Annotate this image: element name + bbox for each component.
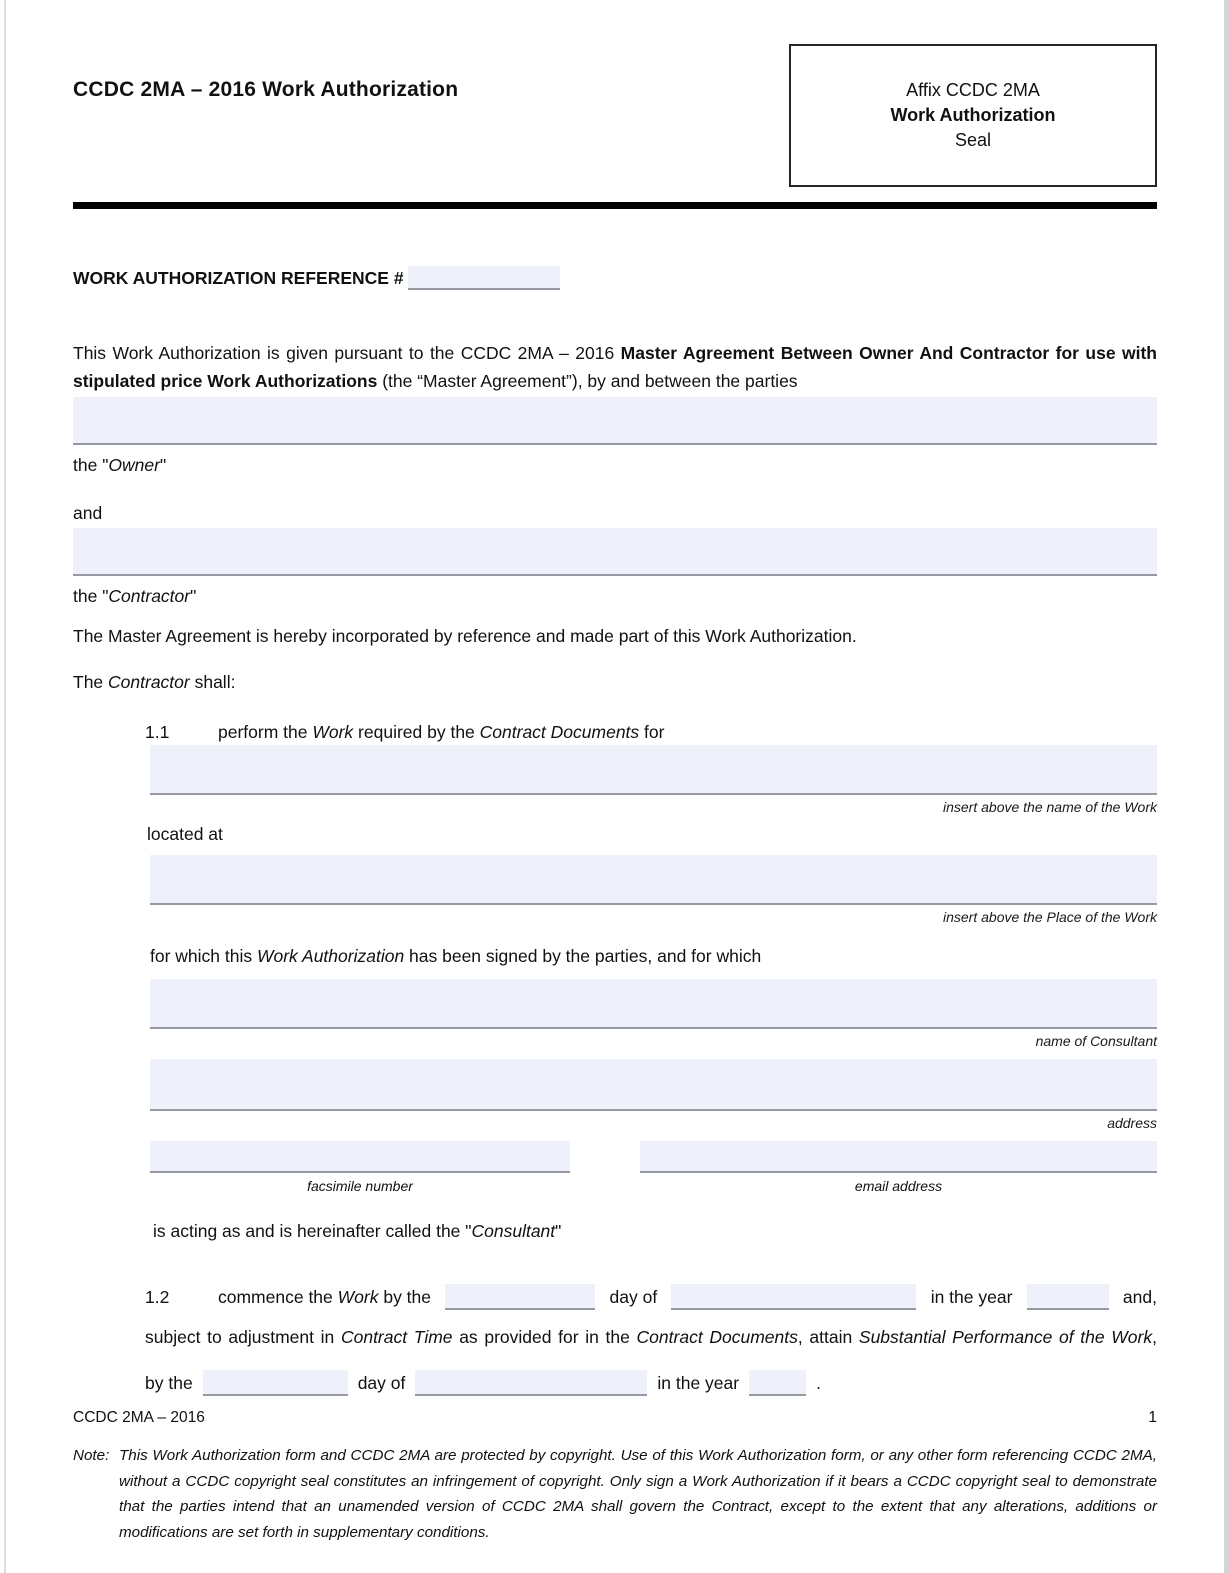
intro-text-1: This Work Authorization is given pursuant to the CCDC 2MA – 2016	[73, 343, 621, 363]
c12l3-period-text: .	[816, 1373, 821, 1393]
work-place-input[interactable]	[150, 855, 1157, 905]
seal-box	[789, 44, 1157, 187]
page-edge-left	[4, 0, 6, 1573]
consultant-address-caption: address	[1107, 1115, 1157, 1131]
owner-label-term: Owner	[108, 455, 160, 475]
facsimile-number-input[interactable]	[150, 1141, 570, 1173]
acting-t1: is acting as and is hereinafter called the "	[153, 1221, 472, 1241]
reference-label: WORK AUTHORIZATION REFERENCE #	[73, 268, 404, 288]
footer-page-number: 1	[1148, 1409, 1157, 1426]
c12l2-t1: subject to adjustment in	[145, 1327, 341, 1347]
c12-dayof-text: day of	[609, 1287, 658, 1307]
c12l2-t3: , attain	[797, 1327, 859, 1347]
c12-year-text: in the year	[930, 1287, 1013, 1307]
commence-year-input[interactable]	[1027, 1284, 1109, 1310]
clause-1-1-head	[145, 719, 1157, 745]
incorporation-sentence: The Master Agreement is hereby incorporated by reference and made part of this Work Authorization.	[73, 626, 857, 646]
clause-1-2-line-3	[145, 1370, 1157, 1396]
intro-text-bold: Master Agreement Between Owner And Contractor for use with stipulated price Work Authorizations	[73, 343, 1157, 391]
seal-line-1: Affix CCDC 2MA	[906, 80, 1040, 100]
contractor-label-suffix: "	[190, 586, 197, 606]
forwhich-t1: for which this	[150, 946, 257, 966]
email-address-input[interactable]	[640, 1141, 1157, 1173]
c12-and-text: and,	[1122, 1287, 1157, 1307]
note-text: This Work Authorization form and CCDC 2MA are protected by copyright. Use of this Work Authorization form, or any other form referencing CCDC 2MA, without a CCDC copyright seal constitutes an infringement of copyright. Only sign a Work Authorization if it bears a CCDC copyright seal to demonstrate that the parties intend that an unamended version of CCDC 2MA shall govern the Contract, except to the extent that any alterations, additions or modifications are set forth in supplementary conditions.	[119, 1447, 1157, 1541]
work-name-input[interactable]	[150, 745, 1157, 795]
consultant-address-input[interactable]	[150, 1059, 1157, 1111]
note-label: Note:	[73, 1447, 110, 1464]
consultant-name-input[interactable]	[150, 979, 1157, 1029]
acting-as-sentence	[153, 1218, 1157, 1244]
seal-line-2: Work Authorization	[890, 105, 1056, 125]
substantial-day-input[interactable]	[203, 1370, 348, 1396]
for-which-sentence	[150, 943, 1157, 969]
c12l3-bythe-text: by the	[145, 1373, 193, 1393]
work-name-caption: insert above the name of the Work	[943, 799, 1157, 815]
clause-1-2-line-1	[145, 1284, 1157, 1310]
forwhich-t2: has been signed by the parties, and for which	[404, 946, 762, 966]
email-column	[640, 1141, 1157, 1196]
copyright-note	[73, 1443, 1157, 1545]
footer-document-id: CCDC 2MA – 2016	[73, 1409, 205, 1426]
page-title: CCDC 2MA – 2016 Work Authorization	[73, 78, 459, 101]
c11-t1: perform the	[218, 722, 313, 742]
c12l3-dayof-text: day of	[357, 1373, 406, 1393]
work-place-caption: insert above the Place of the Work	[943, 909, 1157, 925]
facsimile-caption: facsimile number	[307, 1178, 413, 1194]
and-label: and	[73, 503, 103, 523]
owner-label	[73, 452, 1157, 478]
c12-commence-text	[218, 1284, 431, 1310]
header-rule	[73, 202, 1157, 209]
substantial-month-input[interactable]	[415, 1370, 647, 1396]
c12l3-year-text: in the year	[657, 1373, 740, 1393]
commence-month-input[interactable]	[671, 1284, 916, 1310]
clause-1-2-line-2	[145, 1324, 1157, 1350]
intro-paragraph	[73, 339, 1157, 395]
c12l2-i3: Substantial Performance of the Work	[858, 1327, 1153, 1347]
c12-t2: by the	[378, 1287, 432, 1307]
c12-i1: Work	[337, 1287, 379, 1307]
contractor-label	[73, 583, 1157, 609]
owner-label-suffix: "	[159, 455, 167, 475]
clause-1-1-text	[218, 719, 664, 745]
fax-email-row	[150, 1141, 1157, 1196]
commence-day-input[interactable]	[445, 1284, 595, 1310]
page-edge-right	[1224, 0, 1229, 1573]
email-caption: email address	[854, 1178, 943, 1194]
clause-1-1-number: 1.1	[145, 722, 170, 742]
acting-t2: "	[555, 1221, 562, 1241]
owner-name-input[interactable]	[73, 397, 1157, 445]
located-at-label: located at	[147, 824, 223, 844]
c11-t3: for	[639, 722, 665, 742]
contractor-label-prefix: the "	[73, 586, 109, 606]
shall-text-2: shall:	[189, 672, 236, 692]
clause-1-2-line-1-body	[218, 1284, 1157, 1310]
page-footer	[73, 1408, 1157, 1427]
owner-label-prefix: the "	[73, 455, 109, 475]
clause-1-1	[145, 719, 1157, 1244]
c12l2-i2: Contract Documents	[636, 1327, 798, 1347]
header	[73, 0, 1157, 187]
forwhich-i1: Work Authorization	[256, 946, 405, 966]
consultant-name-caption: name of Consultant	[1035, 1033, 1157, 1049]
c11-i1: Work	[312, 722, 354, 742]
c12l2-t4: ,	[1152, 1327, 1157, 1347]
clause-1-2	[145, 1284, 1157, 1396]
shall-term: Contractor	[108, 672, 190, 692]
fax-column	[150, 1141, 570, 1196]
contractor-label-term: Contractor	[108, 586, 191, 606]
contractor-shall-sentence	[73, 669, 1157, 695]
reference-input[interactable]	[408, 266, 560, 290]
contractor-name-input[interactable]	[73, 528, 1157, 576]
reference-line	[73, 265, 1157, 291]
acting-i1: Consultant	[471, 1221, 556, 1241]
c12l2-t2: as provided for in the	[452, 1327, 637, 1347]
seal-line-3: Seal	[954, 130, 992, 150]
shall-text-1: The	[73, 672, 109, 692]
substantial-year-input[interactable]	[749, 1370, 806, 1396]
c12-t1: commence the	[218, 1287, 338, 1307]
intro-text-2: (the “Master Agreement”), by and between the parties	[377, 371, 798, 391]
c12l2-i1: Contract Time	[340, 1327, 453, 1347]
c11-i2: Contract Documents	[479, 722, 640, 742]
c11-t2: required by the	[353, 722, 480, 742]
clause-1-2-number: 1.2	[145, 1287, 170, 1307]
